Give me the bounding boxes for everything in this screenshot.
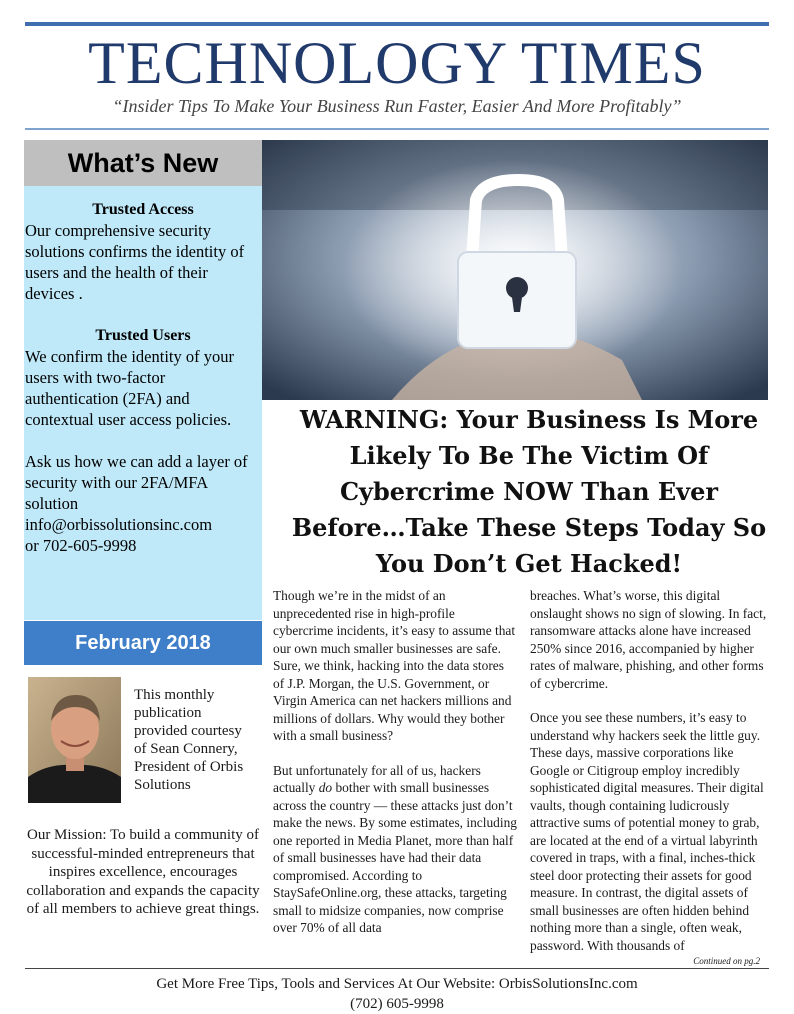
article-paragraph: But unfortunately for all of us, hackers actually do bother with small businesses across the country — these attacks just don’t make the news. By some estimates, including one reported in Media Planet, more than half of small businesses have had their data compromised. According to StaySafeOnline.org, these attacks, targeting small to midsize companies, now comprise over 70% of all data: [273, 762, 517, 935]
footer-website-line[interactable]: Get More Free Tips, Tools and Services At Our Website: OrbisSolutionsInc.com: [156, 976, 638, 992]
masthead-rule: [25, 128, 769, 130]
mission-statement: Our Mission: To build a community of successful-minded entrepreneurs that inspires excellence, encourages collaboration and expands the capacity of all members to achieve great things.: [26, 827, 260, 917]
article-paragraph: Once you see these numbers, it’s easy to understand why hackers seek the little guy. These days, massive corporations like Google or Citigroup employ incredibly sophisticated digital measures. Their digital vaults, though containing ludicrously attractive sums of potential money to grab, are located at the end of a virtual labyrinth covered in traps, with a final, inches-thick steel door protecting their assets for good measure. In contrast, the digital assets of small businesses are often hidden behind nothing more than a single, often weak, password. With thousands of: [530, 710, 764, 953]
article-headline: WARNING: Your Business Is More Likely To Be The Victim Of Cybercrime NOW Than Ever Before…Take These Steps Today So You Don’t Get Hacked!: [291, 405, 767, 578]
article-paragraph: breaches. What’s worse, this digital onslaught shows no sign of slowing. In fact, ransomware attacks alone have increased 250% since 2016, accompanied by higher rates of malware, phishing, and other forms of cybercrime.: [530, 588, 767, 691]
contact-email[interactable]: info@orbissolutionsinc.com: [25, 515, 213, 534]
newsletter-tagline: “Insider Tips To Make Your Business Run Faster, Easier And More Profitably”: [112, 96, 682, 116]
continued-note: Continued on pg.2: [693, 956, 760, 966]
article-column-1: [273, 587, 517, 937]
top-rule: [25, 22, 769, 26]
author-photo: [28, 677, 121, 803]
issue-month-banner: February 2018: [24, 621, 262, 665]
trusted-users-body: We confirm the identity of your users with two-factor authentication (2FA) and contextual user access policies.: [25, 347, 234, 429]
whats-new-heading: What’s New: [24, 140, 262, 186]
whats-new-content: [25, 199, 261, 556]
newsletter-title: TECHNOLOGY TIMES: [88, 30, 706, 96]
publication-credit: This monthly publication provided courtesy of Sean Connery, President of Orbis Solutions: [134, 687, 244, 793]
footer: [0, 974, 794, 1014]
footer-phone: (702) 605-9998: [350, 996, 444, 1012]
contact-phone: or 702-605-9998: [25, 536, 137, 555]
footer-rule: [25, 968, 769, 969]
trusted-access-title: Trusted Access: [92, 201, 194, 218]
article-paragraph: Though we’re in the midst of an unprecedented rise in high-profile cybercrime incidents, it’s easy to assume that our own much smaller businesses are safe. Sure, we think, hacking into the data stores of J.P. Morgan, the U.S. Government, or Virgin America can net hackers millions and millions of dollars. Why would they bother with a small business?: [273, 588, 516, 743]
trusted-access-body: Our comprehensive security solutions confirms the identity of users and the health of their devices .: [25, 221, 245, 303]
article-column-2: [530, 587, 774, 954]
cta-text: Ask us how we can add a layer of security with our 2FA/MFA solution: [25, 452, 248, 513]
hero-padlock-image: [262, 140, 768, 400]
trusted-users-title: Trusted Users: [95, 327, 191, 344]
